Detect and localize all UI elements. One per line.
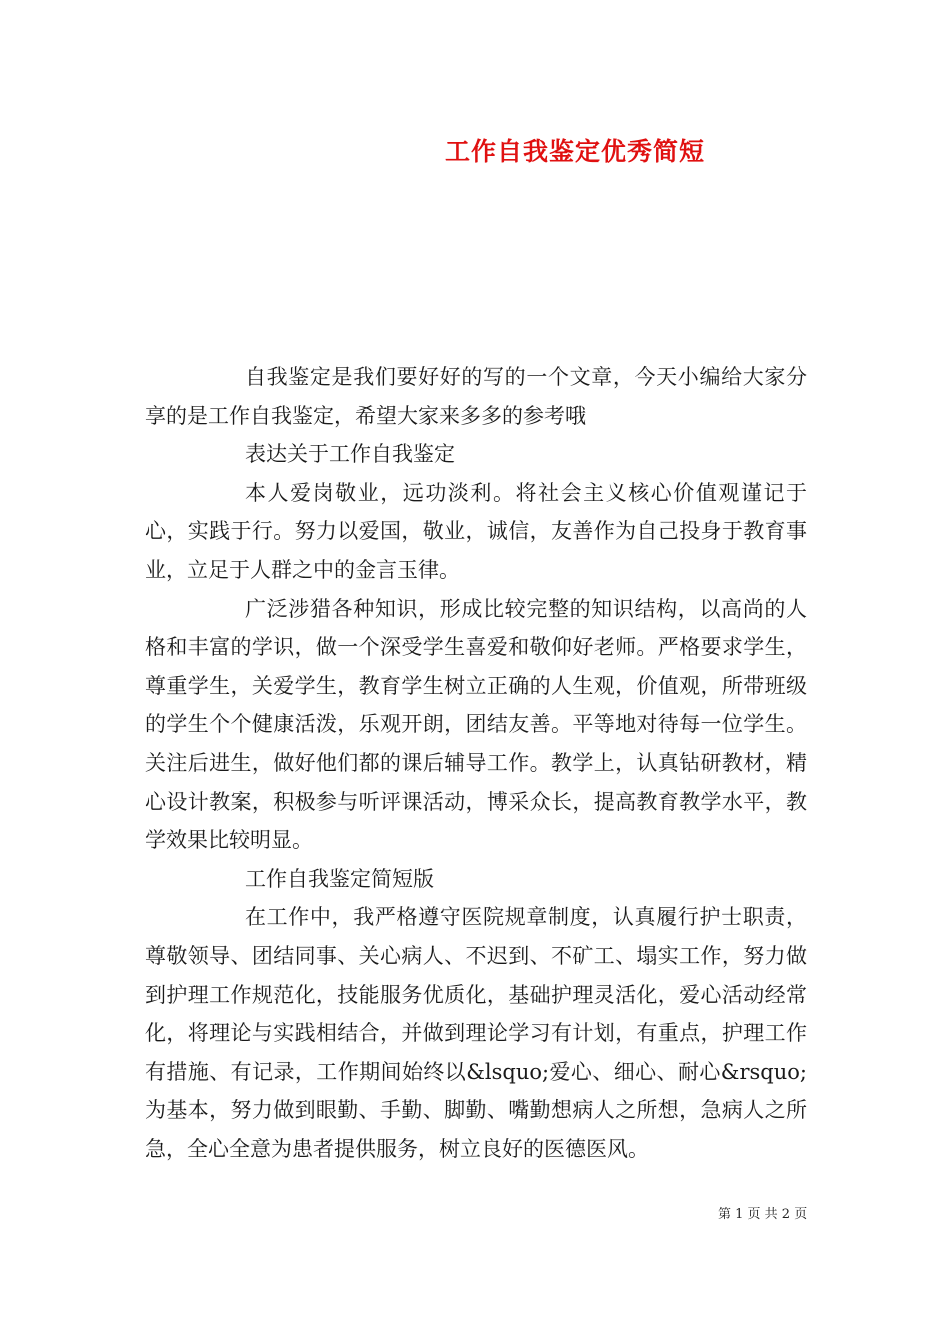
section-heading-1: 表达关于工作自我鉴定 xyxy=(245,442,455,467)
paragraph-1: 本人爱岗敬业，远功淡利。将社会主义核心价值观谨记于心，实践于行。努力以爱国，敬业，诚信，友善作为自己投身于教育事业，立足于人群之中的金言玉律。 xyxy=(145,480,807,582)
paragraph-2: 广泛涉猎各种知识，形成比较完整的知识结构，以高尚的人格和丰富的学识，做一个深受学生喜爱和敬仰好老师。严格要求学生，尊重学生，关爱学生，教育学生树立正确的人生观，价值观，所带班级的学生个个健康活泼，乐观开朗，团结友善。平等地对待每一位学生。关注后进生，做好他们都的课后辅导工作。教学上，认真钻研教材，精心设计教案，积极参与听评课活动，博采众长，提高教育教学水平，教学效果比较明显。 xyxy=(145,596,807,853)
document-body xyxy=(145,358,807,1168)
paragraph-3: 在工作中，我严格遵守医院规章制度，认真履行护士职责，尊敬领导、团结同事、关心病人、不迟到、不矿工、塌实工作，努力做到护理工作规范化，技能服务优质化，基础护理灵活化，爱心活动经常化，将理论与实践相结合，并做到理论学习有计划，有重点，护理工作有措施、有记录，工作期间始终以&lsquo;爱心、细心、耐心&rsquo;为基本，努力做到眼勤、手勤、脚勤、嘴勤想病人之所想，急病人之所急，全心全意为患者提供服务，树立良好的医德医风。 xyxy=(145,905,807,1161)
paragraph-intro: 自我鉴定是我们要好好的写的一个文章，今天小编给大家分享的是工作自我鉴定，希望大家来多多的参考哦 xyxy=(145,365,807,428)
section-heading-2: 工作自我鉴定简短版 xyxy=(245,866,434,891)
page-footer: 第 1 页 共 2 页 xyxy=(718,1207,808,1222)
page-title: 工作自我鉴定优秀简短 xyxy=(444,137,705,166)
